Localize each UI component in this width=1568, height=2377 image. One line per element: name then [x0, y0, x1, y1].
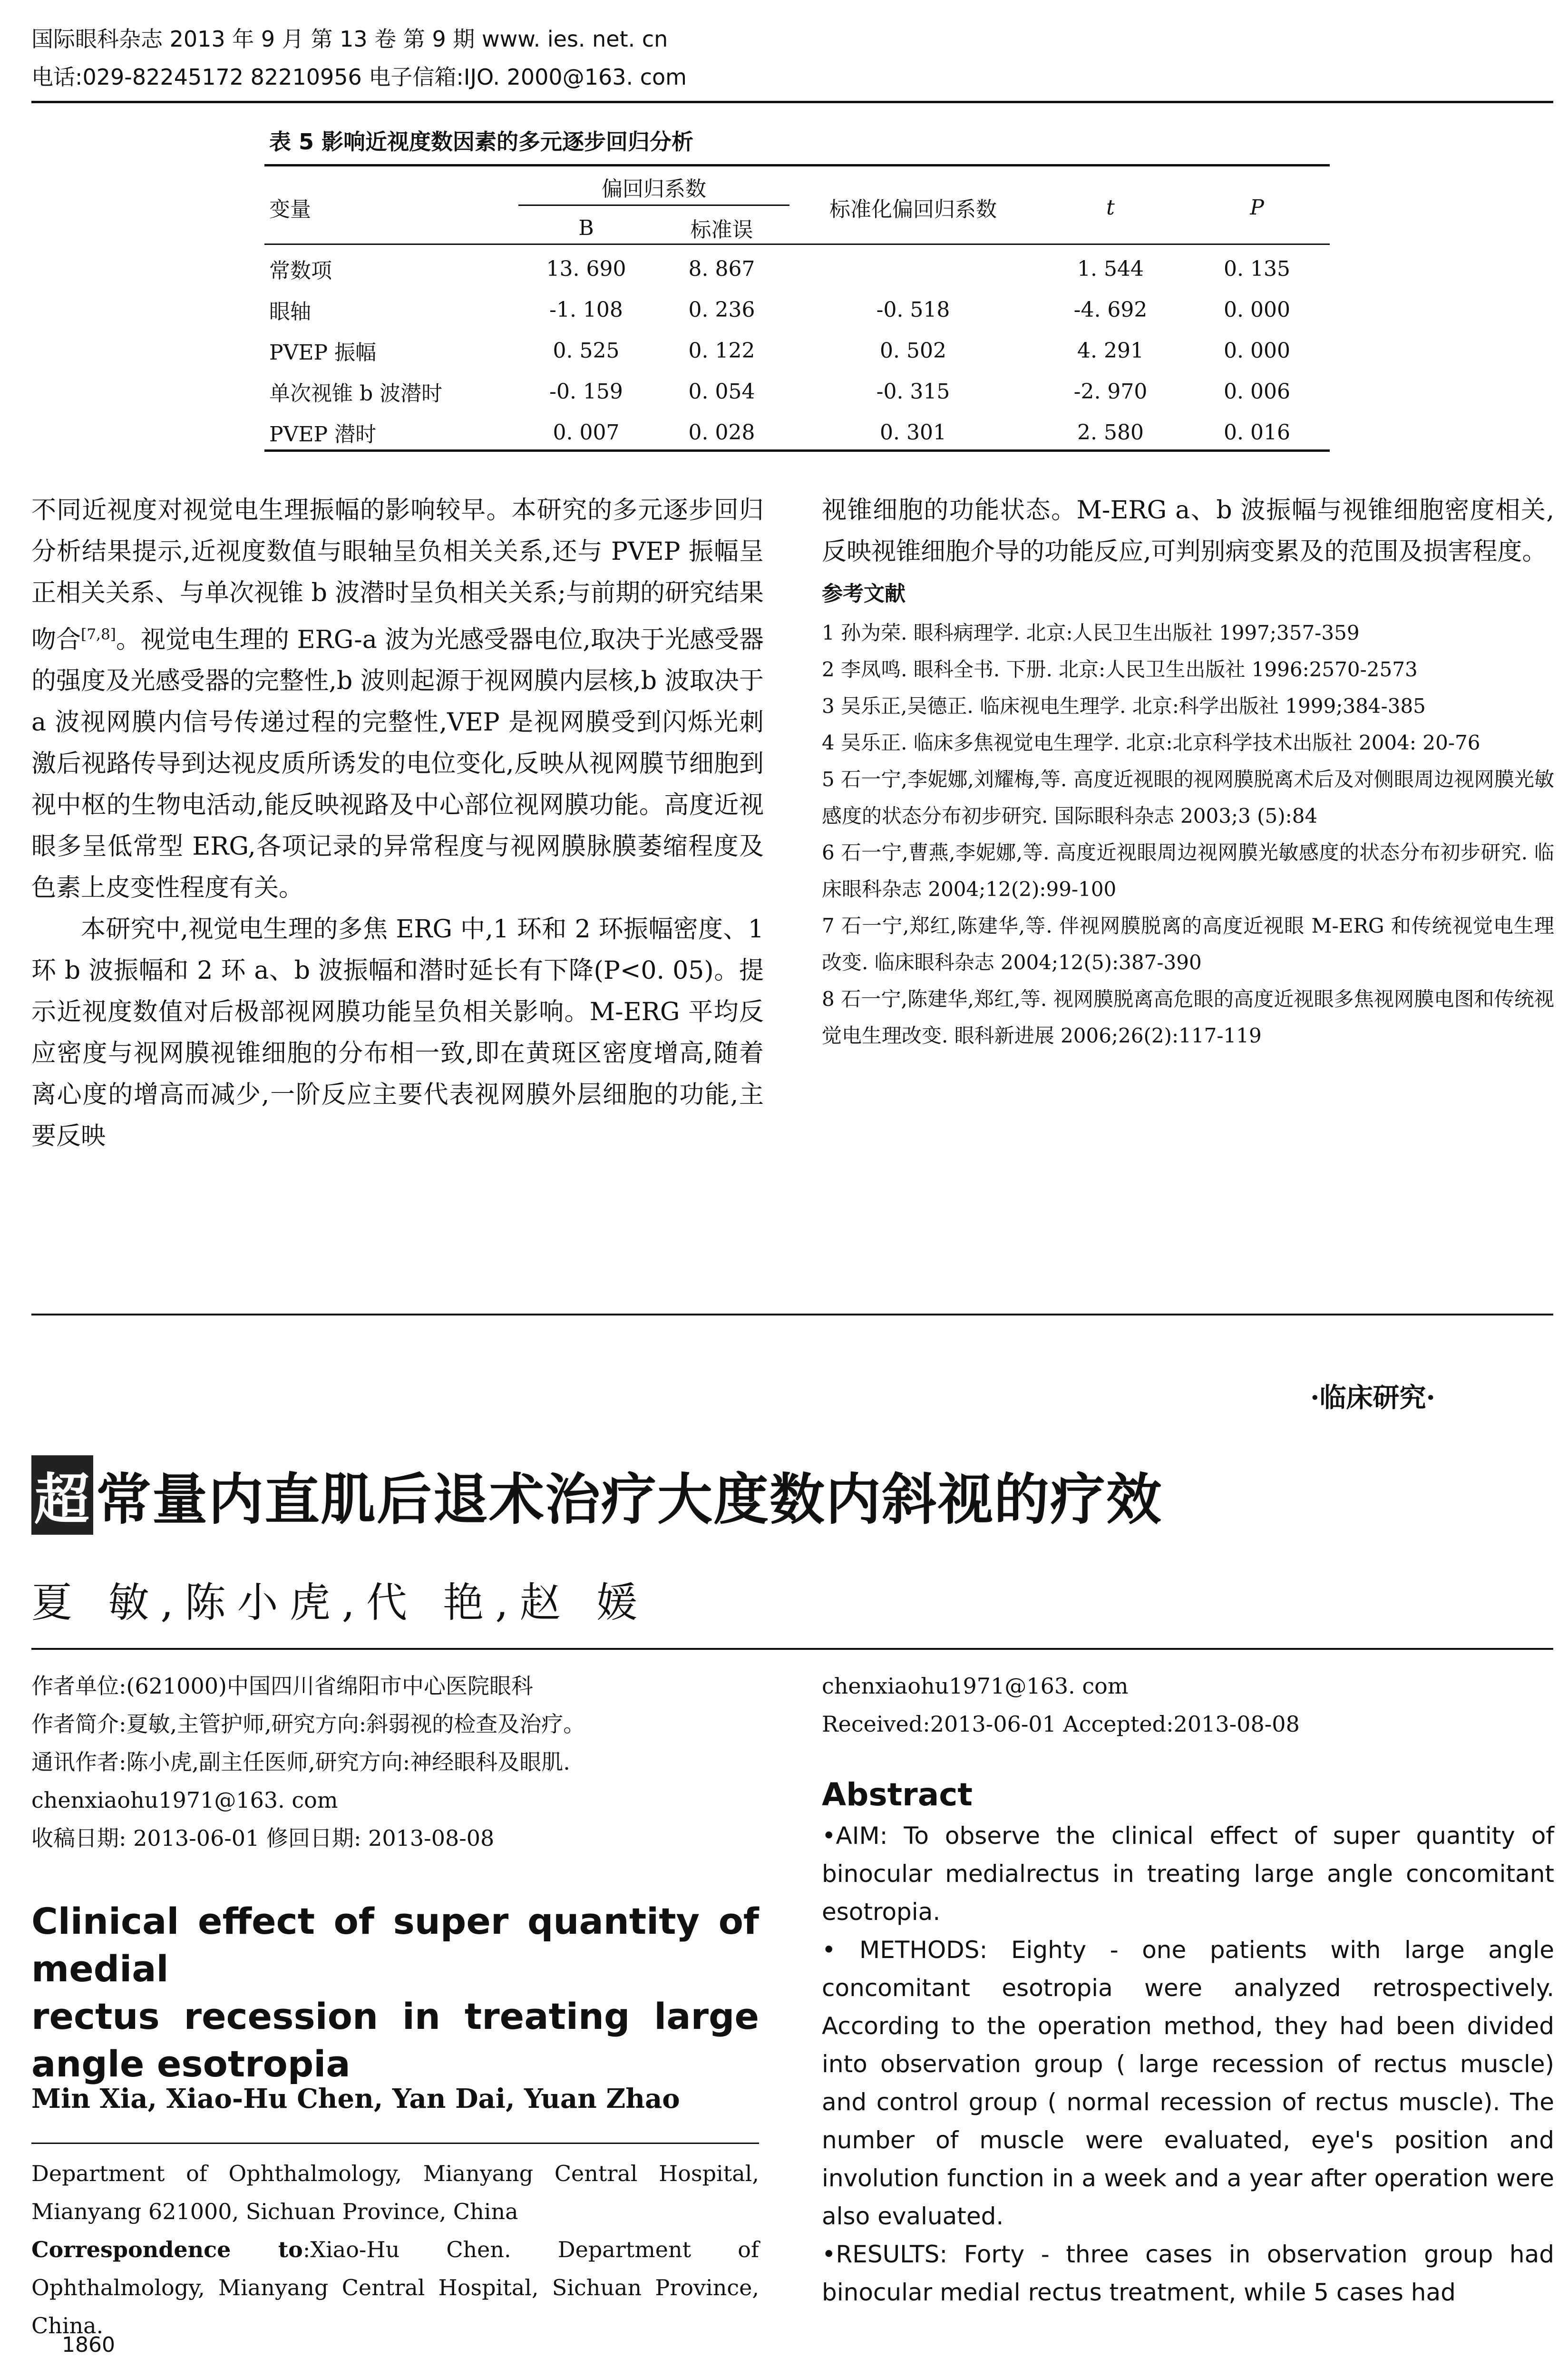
cell-se: 8. 867	[688, 256, 755, 281]
article-separator	[31, 1314, 1553, 1315]
meta-author-bio: 作者简介:夏敏,主管护师,研究方向:斜弱视的检查及治疗。	[31, 1711, 585, 1737]
cell-p: 0. 000	[1224, 338, 1290, 363]
affiliation-en	[31, 2154, 759, 2345]
table-row	[264, 248, 1330, 289]
body-text: 不同近视度对视觉电生理振幅的影响较早。本研究的多元逐步回归分析结果提示,近视度数值与眼轴呈负相关关系,还与 PVEP 振幅呈正相关关系、与单次视锥 b 波潜时呈负相关关系;与前期的研究结果吻合	[31, 496, 764, 654]
reference-item: 4 吴乐正. 临床多焦视觉电生理学. 北京:北京科学技术出版社 2004: 20-76	[822, 731, 1480, 754]
received-accepted: Received:2013-06-01 Accepted:2013-08-08	[822, 1711, 1300, 1737]
cell-t: 1. 544	[1077, 256, 1144, 281]
author-metadata	[31, 1667, 754, 1857]
cell-t: 4. 291	[1077, 338, 1144, 363]
table-row	[264, 289, 1330, 330]
affiliation-rule	[31, 2143, 759, 2144]
cell-t: -2. 970	[1073, 379, 1148, 404]
cell-se: 0. 028	[688, 420, 755, 445]
cell-std: 0. 301	[880, 420, 946, 445]
methods-label: • METHODS	[822, 1936, 980, 1964]
correspondence-text	[31, 2231, 759, 2345]
meta-correspondent: 通讯作者:陈小虎,副主任医师,研究方向:神经眼科及眼肌.	[31, 1749, 570, 1775]
article1-right-column	[822, 490, 1554, 1054]
title-en-line: rectus recession in treating large	[31, 1995, 759, 2037]
cell-se: 0. 054	[688, 379, 755, 404]
article1-left-column	[31, 490, 764, 1157]
cell-var: 单次视锥 b 波潜时	[269, 381, 443, 406]
meta-email[interactable]: chenxiaohu1971@163. com	[31, 1787, 338, 1813]
header-t: t	[1106, 195, 1115, 220]
meta-dates: 收稿日期: 2013-06-01 修回日期: 2013-08-08	[31, 1825, 495, 1851]
email-en[interactable]: chenxiaohu1971@163. com	[822, 1673, 1129, 1699]
cell-b: 0. 007	[553, 420, 620, 445]
body-paragraph: 本研究中,视觉电生理的多焦 ERG 中,1 环和 2 环振幅密度、1 环 b 波振幅和 2 环 a、b 波振幅和潜时延长有下降(P<0. 05)。提示近视度数值对后极部视网膜功能呈负相关影响。M-ERG 平均反应密度与视网膜视锥细胞的分布相一致,即在黄斑区密度增高,随着离心度的增高而减少,一阶反应主要代表视网膜外层细胞的功能,主要反映	[31, 915, 764, 1151]
authors-cn: 夏 敏,陈小虎,代 艳,赵 媛	[31, 1579, 649, 1627]
header-p: P	[1250, 195, 1264, 220]
abstract	[822, 1776, 1554, 2311]
cell-var: 常数项	[269, 259, 332, 283]
reference-item: 7 石一宁,郑红,陈建华,等. 伴视网膜脱离的高度近视眼 M-ERG 和传统视觉电生理改变. 临床眼科杂志 2004;12(5):387-390	[822, 914, 1554, 974]
reference-item: 2 李凤鸣. 眼科全书. 下册. 北京:人民卫生出版社 1996:2570-2573	[822, 658, 1418, 681]
aim-label: •AIM	[822, 1822, 880, 1850]
authors-en: Min Xia, Xiao-Hu Chen, Yan Dai, Yuan Zhao	[31, 2083, 680, 2114]
methods-text: : Eighty - one patients with large angle concomitant esotropia were analyzed retrospectively. According to the operation method, they had been divided into observation group ( large recession of rectus muscle) and control group ( normal recession of rectus muscle). The number of muscle were evaluated, eye's position and involution function in a week and a year after operation were also evaluated.	[822, 1936, 1554, 2230]
running-header-line2: 电话:029-82245172 82210956 电子信箱:IJO. 2000@163. com	[31, 64, 687, 90]
cell-b: 13. 690	[546, 256, 626, 281]
title-rest: 常量内直肌后退术治疗大度数内斜视的疗效	[96, 1468, 1162, 1532]
cell-var: PVEP 振幅	[269, 341, 377, 365]
header-partial-regression: 偏回归系数	[602, 177, 706, 201]
cell-p: 0. 016	[1224, 420, 1290, 445]
correspondence-body: :Xiao-Hu Chen. Department of Ophthalmology, Mianyang Central Hospital, Sichuan Province, China.	[31, 2237, 759, 2338]
title-en-line: angle esotropia	[31, 2043, 351, 2085]
reference-item: 1 孙为荣. 眼科病理学. 北京:人民卫生出版社 1997;357-359	[822, 621, 1360, 644]
cell-b: 0. 525	[553, 338, 620, 363]
cell-b: -1. 108	[549, 297, 623, 322]
title-initial: 超	[31, 1455, 93, 1535]
header-standardized: 标准化偏回归系数	[829, 197, 997, 222]
title-en-line: Clinical effect of super quantity of medial	[31, 1900, 759, 1990]
correspondence-label: Correspondence to	[31, 2237, 303, 2262]
references	[822, 578, 1554, 1054]
running-header-line1: 国际眼科杂志 2013 年 9 月 第 13 卷 第 9 期 www. ies. net. cn	[31, 26, 668, 52]
meta-affiliation: 作者单位:(621000)中国四川省绵阳市中心医院眼科	[31, 1673, 533, 1699]
page-number: 1860	[62, 2333, 115, 2357]
cell-std: 0. 502	[880, 338, 946, 363]
article-title-cn	[31, 1455, 1162, 1535]
cell-p: 0. 000	[1224, 297, 1290, 322]
section-category: ·临床研究·	[1310, 1382, 1435, 1413]
table-row	[264, 412, 1330, 453]
cell-t: -4. 692	[1073, 297, 1148, 322]
cell-var: 眼轴	[269, 300, 311, 324]
cell-se: 0. 236	[688, 297, 755, 322]
header-rule	[31, 101, 1553, 103]
body-paragraph: 视锥细胞的功能状态。M-ERG a、b 波振幅与视锥细胞密度相关,反映视锥细胞介导的功能反应,可判别病变累及的范围及损害程度。	[822, 496, 1554, 566]
results-text: : Forty - three cases in observation group had binocular medial rectus treatment, while 5 cases had	[822, 2241, 1554, 2306]
reference-item: 5 石一宁,李妮娜,刘耀梅,等. 高度近视眼的视网膜脱离术后及对侧眼周边视网膜光敏感度的状态分布初步研究. 国际眼科杂志 2003;3 (5):84	[822, 768, 1554, 828]
regression-table	[264, 166, 1330, 453]
reference-item: 8 石一宁,陈建华,郑红,等. 视网膜脱离高危眼的高度近视眼多焦视网膜电图和传统视觉电生理改变. 眼科新进展 2006;26(2):117-119	[822, 987, 1554, 1047]
cell-se: 0. 122	[688, 338, 755, 363]
table-row	[264, 330, 1330, 371]
abstract-heading: Abstract	[822, 1776, 973, 1813]
authors-rule	[31, 1648, 1553, 1650]
abstract-methods	[822, 1931, 1554, 2235]
en-metadata	[822, 1667, 1554, 1743]
affiliation-text: Department of Ophthalmology, Mianyang Central Hospital, Mianyang 621000, Sichuan Province, China	[31, 2161, 759, 2224]
header-se: 标准误	[690, 218, 753, 242]
cell-std	[789, 248, 1037, 289]
body-text: 。视觉电生理的 ERG-a 波为光感受器电位,取决于光感受器的强度及光感受器的完整性,b 波则起源于视网膜内层核,b 波取决于 a 波视网膜内信号传递过程的完整性,VEP 是视网膜受到闪烁光刺激后视路传导到达视皮质所诱发的电位变化,反映从视网膜节细胞到视中枢的生物电活动,能反映视路及中心部位视网膜功能。高度近视眼多呈低常型 ERG,各项记录的异常程度与视网膜脉膜萎缩程度及色素上皮变性程度有关。	[31, 625, 764, 903]
table-row	[264, 371, 1330, 412]
table-caption: 表 5 影响近视度数因素的多元逐步回归分析	[269, 129, 694, 155]
citation[interactable]: [7,8]	[81, 626, 116, 643]
cell-std: -0. 518	[876, 297, 950, 322]
cell-p: 0. 006	[1224, 379, 1290, 404]
cell-b: -0. 159	[549, 379, 623, 404]
reference-item: 6 石一宁,曹燕,李妮娜,等. 高度近视眼周边视网膜光敏感度的状态分布初步研究. 临床眼科杂志 2004;12(2):99-100	[822, 841, 1554, 901]
article-title-en	[31, 1898, 759, 2088]
header-b: B	[578, 215, 594, 240]
results-label: •RESULTS	[822, 2241, 940, 2268]
abstract-results	[822, 2235, 1554, 2311]
header-variable: 变量	[269, 197, 311, 222]
body-paragraph	[31, 490, 764, 909]
cell-std: -0. 315	[876, 379, 950, 404]
aim-text: : To observe the clinical effect of super quantity of binocular medialrectus in treating large angle concomitant esotropia.	[822, 1822, 1554, 1926]
reference-item: 3 吴乐正,吴德正. 临床视电生理学. 北京:科学出版社 1999;384-385	[822, 694, 1426, 718]
cell-t: 2. 580	[1077, 420, 1144, 445]
cell-p: 0. 135	[1224, 256, 1290, 281]
references-title: 参考文献	[822, 582, 906, 606]
cell-var: PVEP 潜时	[269, 422, 377, 447]
abstract-aim	[822, 1817, 1554, 1931]
